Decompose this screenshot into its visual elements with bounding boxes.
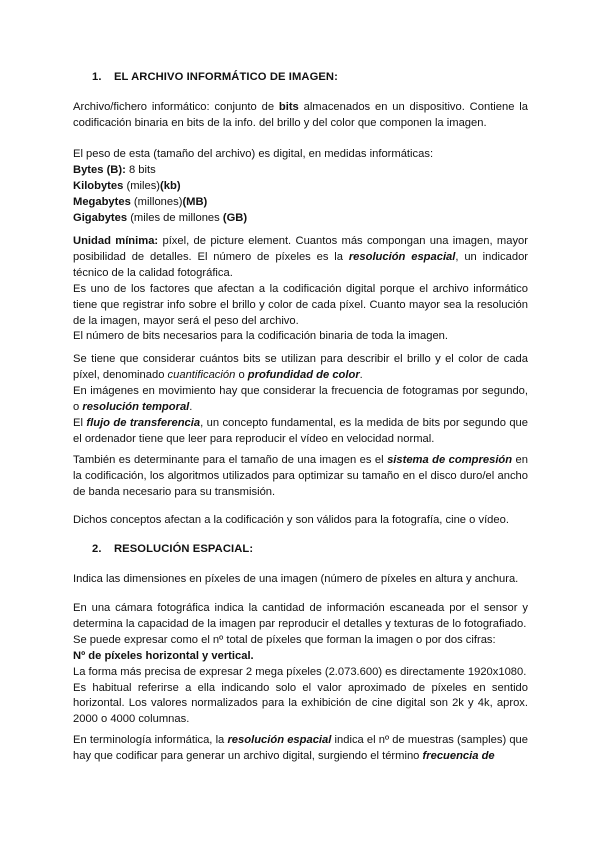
text-run: flujo de transferencia [86, 416, 201, 429]
paragraph-terminologia [73, 733, 528, 765]
text-run: (millones) [130, 195, 183, 208]
text-run: Nº de píxeles horizontal y vertical. [73, 649, 254, 662]
section-heading-2 [92, 542, 253, 558]
unit-kilobytes [73, 179, 528, 195]
text-run: píxel, de picture element. Cuantos más compongan una imagen, mayor posibilidad de detalles. El número de píxeles es la [73, 235, 528, 263]
text-run: cuantificación [167, 368, 236, 381]
paragraph-unidad-minima [73, 234, 528, 345]
text-run: Megabytes [73, 195, 131, 208]
text-run: El peso de esta (tamaño del archivo) es digital, en medidas informáticas: [73, 148, 434, 160]
text-run: indica el nº de muestras (samples) que hay que codificar para generar un archivo digital, surgiendo el término [73, 734, 528, 762]
paragraph-conceptos: Dichos conceptos afectan a la codificación y son válidos para la fotografía, cine o vídeo. [73, 514, 509, 526]
text-run: en la codificación, los algoritmos utilizados para optimizar su tamaño en el disco duro/el ancho de banda necesario para su transmisión. [73, 454, 528, 498]
text-run: . [359, 368, 363, 381]
paragraph-archivo [73, 100, 528, 132]
text-run: profundidad de color [247, 368, 360, 381]
text-run: almacenados en un dispositivo. Contiene la codificación binaria en bits de la info. del brillo y del color que componen la imagen. [73, 101, 528, 129]
text-run: Se puede expresar como el nº total de píxeles que forman la imagen o por dos cifras: [73, 633, 496, 646]
unit-gigabytes [73, 211, 528, 227]
text-run: El número de bits necesarios para la codificación binaria de toda la imagen. [73, 330, 448, 343]
text-run: bits [278, 101, 299, 113]
text-run: RESOLUCIÓN ESPACIAL: [114, 543, 254, 555]
paragraph-dimensiones: Indica las dimensiones en píxeles de una imagen (número de píxeles en altura y anchura. [73, 573, 519, 585]
text-run: En terminología informática, la [73, 734, 228, 746]
text-run: EL ARCHIVO INFORMÁTICO DE IMAGEN: [114, 71, 338, 83]
text-run: En una cámara fotográfica indica la cantidad de información escaneada por el sensor y determina la capacidad de la imagen par reproducir el detalles y texturas de lo fotografiado. [73, 602, 528, 630]
text-run: resolución espacial [348, 250, 456, 263]
text-run: Gigabytes [73, 211, 128, 224]
section-heading-1 [92, 70, 338, 86]
text-run: resolución espacial [227, 734, 332, 746]
text-run: Kilobytes [73, 179, 124, 192]
text-run: . [189, 400, 193, 413]
text-run: (miles) [123, 179, 161, 192]
text-run: La forma más precisa de expresar 2 mega píxeles (2.073.600) es directamente 1920x1080. [73, 665, 527, 678]
text-run: En imágenes en movimiento hay que considerar la frecuencia de fotogramas por segundo, o [73, 384, 528, 413]
text-run: Bytes (B): [73, 163, 126, 176]
text-run: (miles de millones [127, 211, 223, 224]
text-run: , un indicador técnico de la calidad fotográfica. [73, 250, 529, 279]
text-run: (kb) [160, 179, 181, 192]
text-run: Se tiene que considerar cuántos bits se utilizan para describir el brillo y el color de cada píxel, denominado [73, 353, 528, 381]
text-run: 8 bits [125, 163, 156, 176]
text-run: (GB) [222, 211, 248, 224]
paragraph-compresion [73, 453, 528, 501]
unit-bytes [73, 163, 528, 179]
text-run: o [235, 368, 248, 381]
text-run: Unidad mínima: [73, 235, 159, 247]
text-run: sistema de compresión [387, 454, 513, 466]
paragraph-camara [73, 601, 528, 728]
text-run: También es determinante para el tamaño de una imagen es el [73, 454, 388, 466]
text-run: resolución temporal [82, 400, 190, 413]
text-run: 1. [92, 71, 102, 83]
unit-megabytes [73, 195, 528, 211]
text-run: (MB) [182, 195, 208, 208]
text-run: frecuencia de [422, 749, 495, 762]
text-run: Es habitual referirse a ella indicando solo el valor aproximado de píxeles en sentido horizontal. Los valores normalizados para la exhibición de cine digital son 2k y 4k, aprox. 2000 o 4000 columnas. [73, 681, 528, 726]
text-run: 2. [92, 543, 102, 555]
text-run: Archivo/fichero informático: conjunto de [73, 101, 279, 113]
text-run: Es uno de los factores que afectan a la codificación digital porque el archivo informático tiene que registrar info sobre el brillo y color de cada píxel. Cuanto mayor sea la resolución de la imagen, mayor será el peso del archivo. [73, 282, 528, 327]
paragraph-peso [73, 147, 528, 227]
text-run: El [73, 416, 87, 429]
paragraph-cuantificacion [73, 352, 528, 447]
text-run: , un concepto fundamental, es la medida de bits por segundo que el ordenador tiene que leer para reproducir el vídeo en velocidad normal. [73, 416, 528, 445]
